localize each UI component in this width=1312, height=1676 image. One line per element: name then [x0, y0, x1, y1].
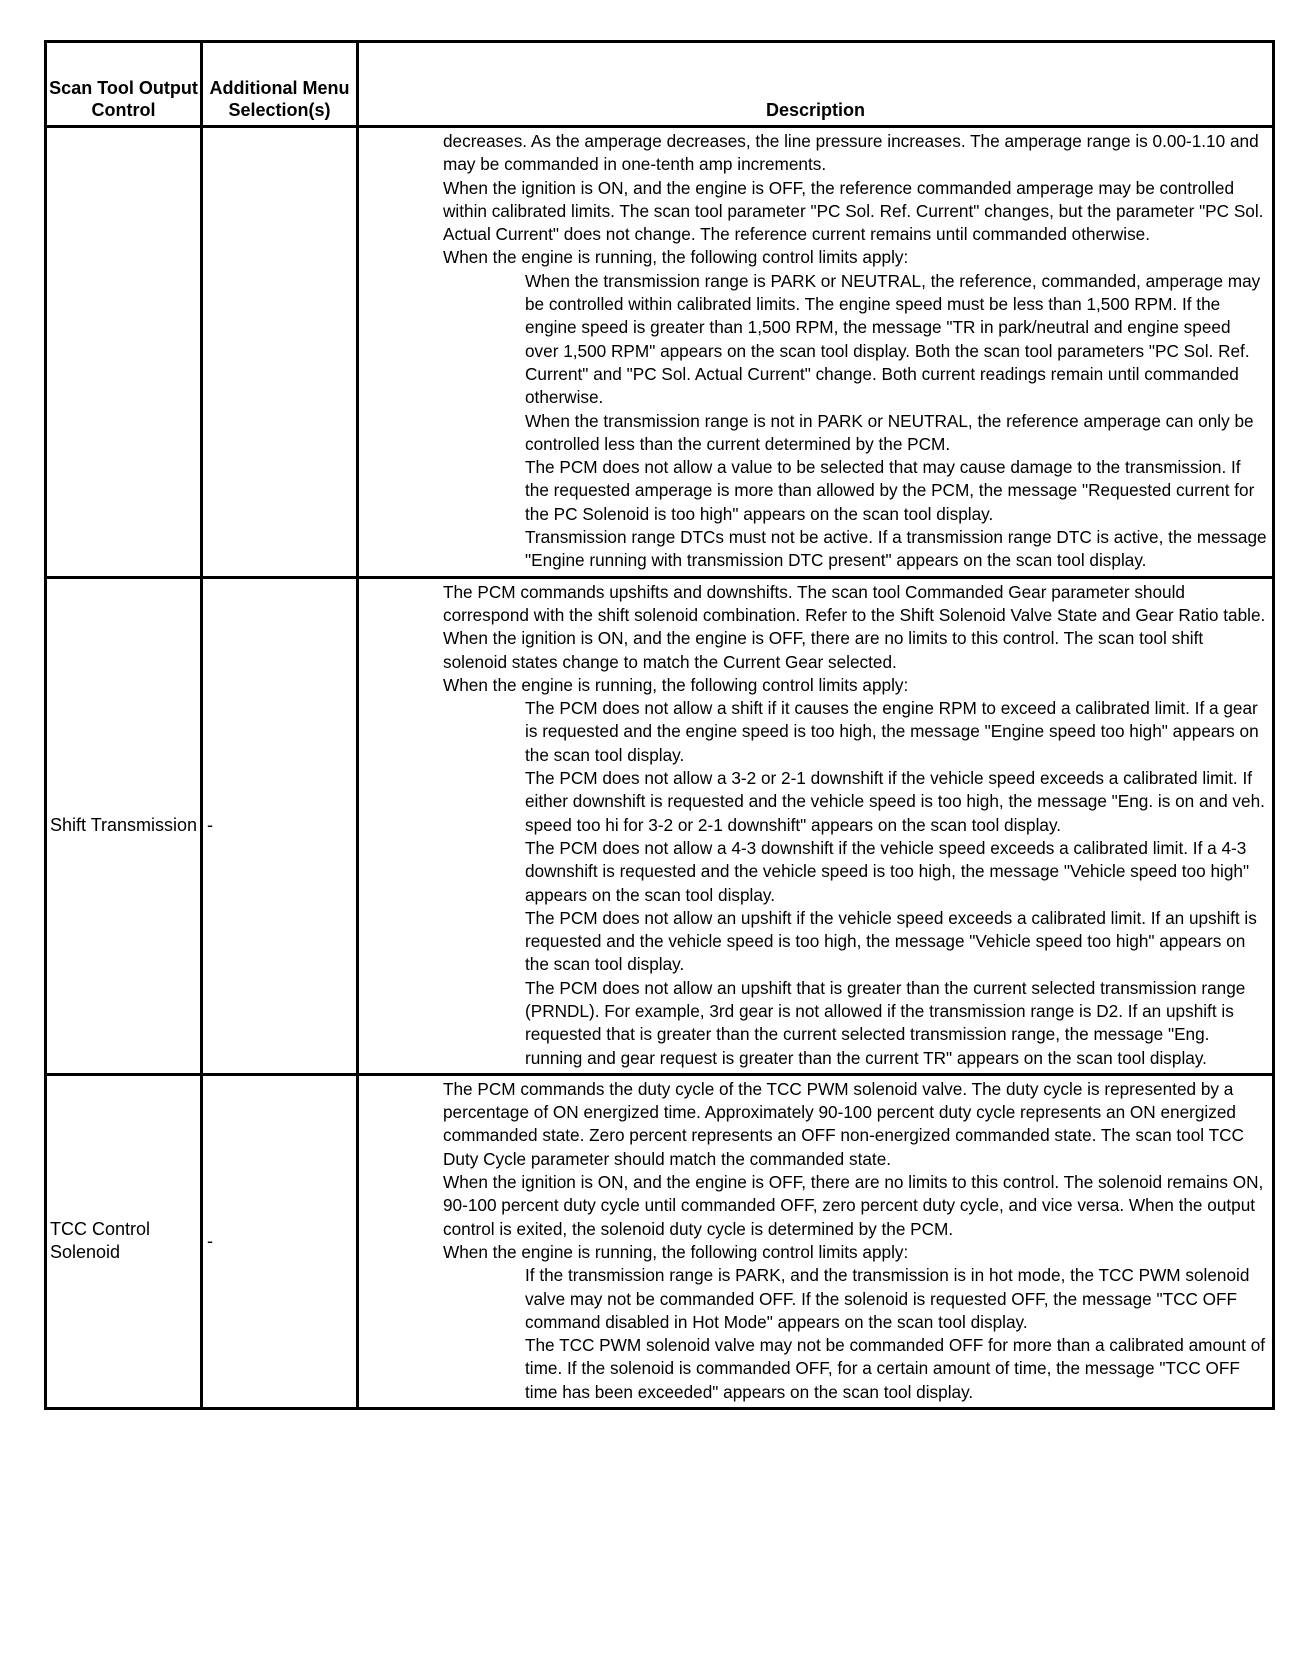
description-paragraph: When the engine is running, the following control limits apply: [443, 674, 909, 695]
description-limit-item: The TCC PWM solenoid valve may not be commanded OFF for more than a calibrated amount of time. If the solenoid is commanded OFF, for a certain amount of time, the message "TCC OFF time has been exceeded" appears on the scan tool display. [525, 1335, 1266, 1402]
description-limit-item: Transmission range DTCs must not be active. If a transmission range DTC is active, the message "Engine running with transmission DTC present" appears on the scan tool display. [525, 527, 1267, 571]
output-control-name: TCC Control Solenoid [46, 1074, 202, 1408]
description-cell [358, 127, 1274, 578]
description-paragraph: When the ignition is ON, and the engine is OFF, there are no limits to this control. The solenoid remains ON, 90-100 percent duty cycle until commanded OFF, zero percent duty cycle, and vice versa. When the output control is exited, the solenoid duty cycle is determined by the PCM. [443, 1172, 1264, 1239]
output-control-name: Shift Transmission [46, 577, 202, 1074]
table-row [46, 127, 1274, 578]
description-limit-item: When the transmission range is PARK or NEUTRAL, the reference, commanded, amperage may be controlled within calibrated limits. The engine speed must be less than 1,500 RPM. If the engine speed is greater than 1,500 RPM, the message "TR in park/neutral and engine speed over 1,500 RPM" appears on the scan tool display. Both the scan tool parameters "PC Sol. Ref. Current" and "PC Sol. Actual Current" change. Both current readings remain until commanded otherwise. [525, 270, 1261, 408]
description-paragraph: When the engine is running, the following control limits apply: [443, 1241, 909, 1262]
description-limit-item: When the transmission range is not in PARK or NEUTRAL, the reference amperage can only be controlled less than the current determined by the PCM. [525, 410, 1254, 454]
description-limit-item: The PCM does not allow an upshift if the vehicle speed exceeds a calibrated limit. If an upshift is requested and the vehicle speed is too high, the message "Vehicle speed too high" appears on the scan tool display. [525, 907, 1257, 975]
description-limit-item: The PCM does not allow a shift if it causes the engine RPM to exceed a calibrated limit. If a gear is requested and the engine speed is too high, the message "Engine speed too high" appears on the scan tool display. [525, 698, 1259, 765]
menu-selection [202, 127, 358, 578]
output-control-table [44, 40, 1275, 1410]
description-paragraph: When the engine is running, the following control limits apply: [443, 247, 909, 268]
table-row [46, 1074, 1274, 1408]
menu-selection: - [202, 1074, 358, 1408]
description-cell [358, 577, 1274, 1074]
menu-selection: - [202, 577, 358, 1074]
header-description: Description [358, 42, 1274, 127]
description-paragraph: decreases. As the amperage decreases, the line pressure increases. The amperage range is 0.00-1.10 and may be commanded in one-tenth amp increments. [443, 131, 1259, 175]
description-limit-item: The PCM does not allow a 4-3 downshift if the vehicle speed exceeds a calibrated limit. If a 4-3 downshift is requested and the vehicle speed is too high, the message "Vehicle speed too high" appears on the scan tool display. [525, 837, 1250, 905]
table-body [46, 127, 1274, 1409]
header-row [46, 42, 1274, 127]
description-paragraph: When the ignition is ON, and the engine is OFF, there are no limits to this control. The scan tool shift solenoid states change to match the Current Gear selected. [443, 628, 1204, 672]
description-limit-item: If the transmission range is PARK, and the transmission is in hot mode, the TCC PWM solenoid valve may not be commanded OFF. If the solenoid is requested OFF, the message "TCC OFF command disabled in Hot Mode" appears on the scan tool display. [525, 1265, 1250, 1332]
description-paragraph: The PCM commands the duty cycle of the TCC PWM solenoid valve. The duty cycle is represented by a percentage of ON energized time. Approximately 90-100 percent duty cycle represents an ON energized commanded state. Zero percent represents an OFF non-energized commanded state. The scan tool TCC Duty Cycle parameter should match the commanded state. [443, 1078, 1244, 1169]
header-additional-menu-selections: Additional Menu Selection(s) [202, 42, 358, 127]
description-cell [358, 1074, 1274, 1408]
table-row [46, 577, 1274, 1074]
description-paragraph: The PCM commands upshifts and downshifts. The scan tool Commanded Gear parameter should correspond with the shift solenoid combination. Refer to the Shift Solenoid Valve State and Gear Ratio table. [443, 581, 1266, 625]
output-control-name [46, 127, 202, 578]
description-limit-item: The PCM does not allow a 3-2 or 2-1 downshift if the vehicle speed exceeds a calibrated limit. If either downshift is requested and the vehicle speed is too high, the message "Eng. is on and veh. speed too hi for 3-2 or 2-1 downshift" appears on the scan tool display. [525, 768, 1265, 835]
header-scan-tool-output-control: Scan Tool Output Control [46, 42, 202, 127]
description-paragraph: When the ignition is ON, and the engine is OFF, the reference commanded amperage may be controlled within calibrated limits. The scan tool parameter "PC Sol. Ref. Current" changes, but the parameter "PC Sol. Actual Current" does not change. The reference current remains until commanded otherwise. [443, 177, 1264, 245]
description-limit-item: The PCM does not allow a value to be selected that may cause damage to the transmission. If the requested amperage is more than allowed by the PCM, the message "Requested current for the PC Solenoid is too high" appears on the scan tool display. [525, 457, 1255, 524]
description-limit-item: The PCM does not allow an upshift that is greater than the current selected transmission range (PRNDL). For example, 3rd gear is not allowed if the transmission range is D2. If an upshift is requested that is greater than the current selected transmission range, the message "Eng. running and gear request is greater than the current TR" appears on the scan tool display. [525, 977, 1246, 1068]
